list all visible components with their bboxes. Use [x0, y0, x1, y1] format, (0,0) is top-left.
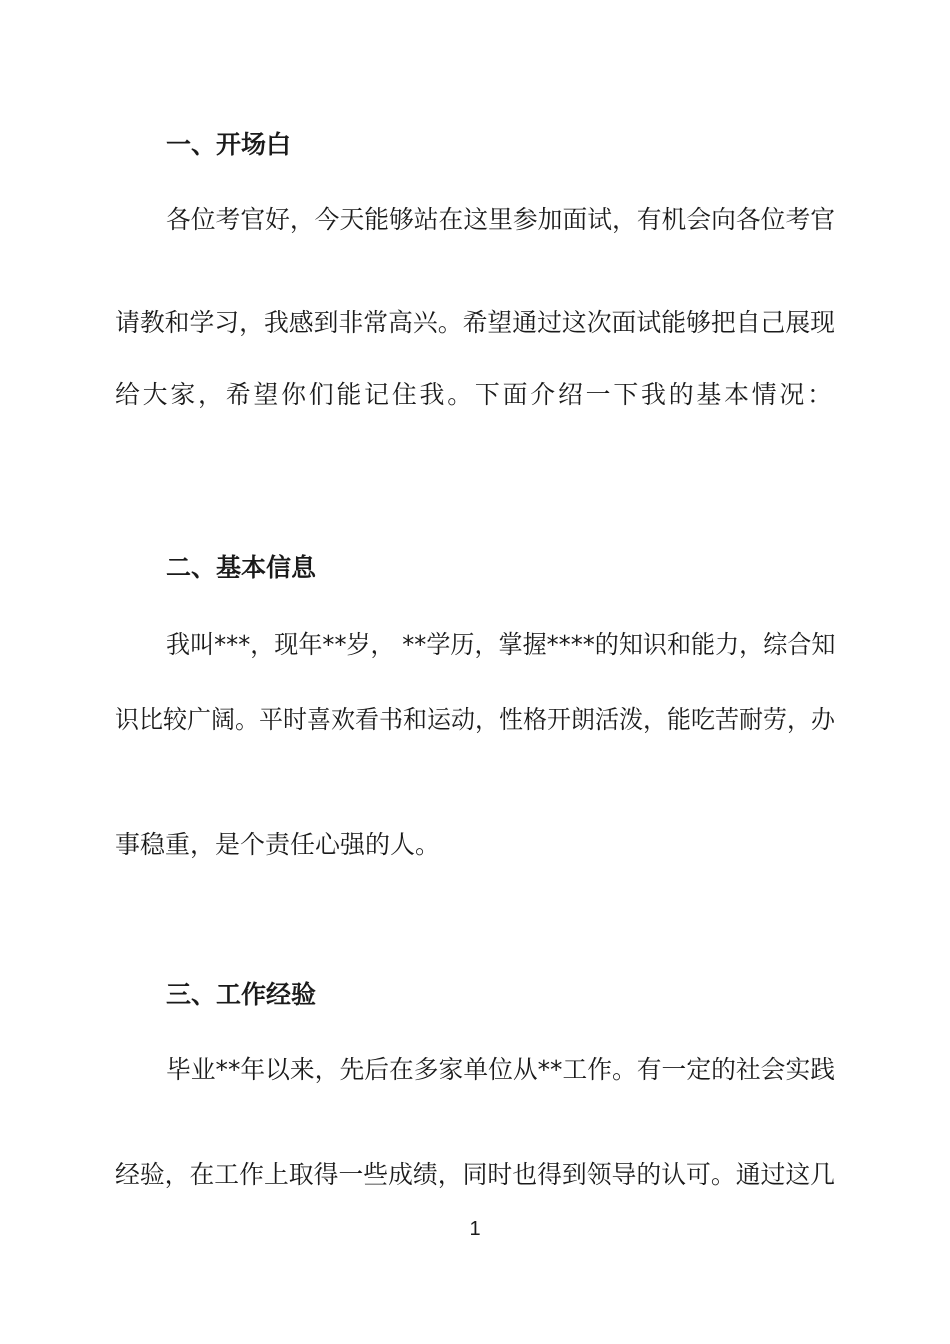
page-number: 1: [469, 1218, 481, 1240]
paragraph-line: 经验，在工作上取得一些成绩，同时也得到领导的认可。通过这几: [115, 1160, 836, 1189]
section-heading-work-experience: 三、工作经验: [166, 980, 317, 1009]
paragraph-line: 毕业**年以来，先后在多家单位从**工作。有一定的社会实践: [166, 1055, 836, 1084]
paragraph-line: 识比较广阔。平时喜欢看书和运动，性格开朗活泼，能吃苦耐劳，办: [115, 705, 836, 734]
paragraph-line: 各位考官好，今天能够站在这里参加面试，有机会向各位考官: [166, 205, 836, 234]
paragraph-line: 事稳重，是个责任心强的人。: [115, 830, 441, 859]
section-heading-basic-info: 二、基本信息: [166, 553, 317, 582]
paragraph-line: 请教和学习，我感到非常高兴。希望通过这次面试能够把自己展现: [115, 308, 836, 337]
section-heading-opening: 一、开场白: [166, 130, 292, 159]
paragraph-line: 我叫***，现年**岁， **学历，掌握****的知识和能力，综合知: [166, 630, 836, 659]
paragraph-line: 给大家，希望你们能记住我。下面介绍一下我的基本情况：: [115, 380, 835, 409]
